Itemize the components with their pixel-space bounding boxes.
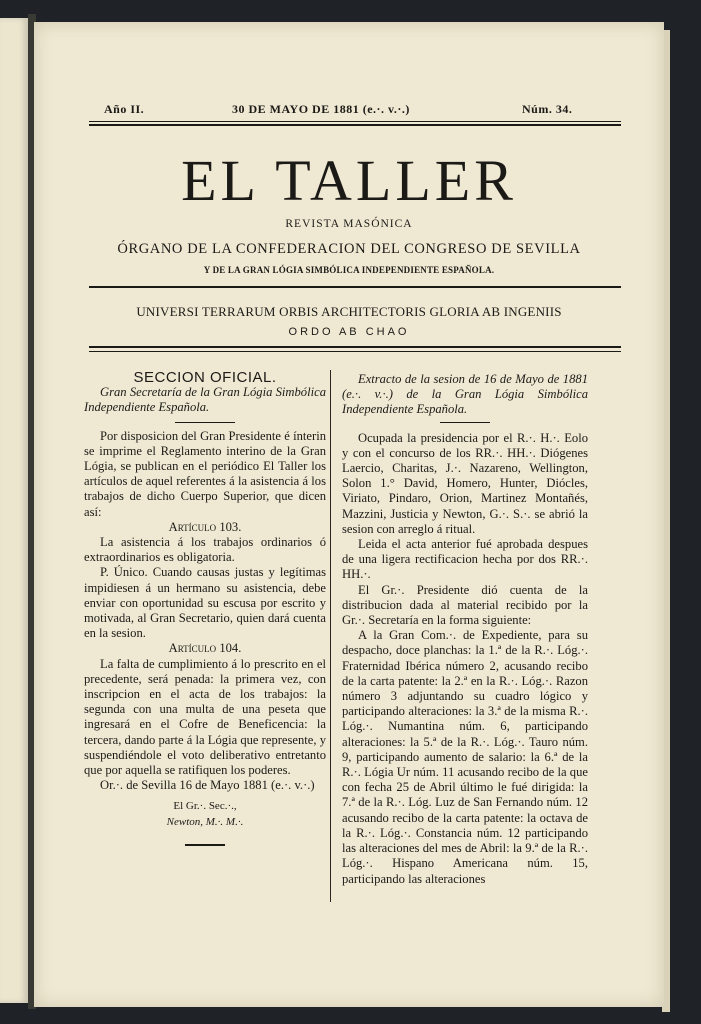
- paragraph-distribution: El Gr.·. Presidente dió cuenta de la distribucion dada al material recibido por la Gr.·. Secretaría en la forma siguiente:: [342, 582, 588, 628]
- header-rule-thick: [89, 124, 621, 126]
- issue-date: 30 DE MAYO DE 1881 (e.·. v.·.): [232, 102, 410, 116]
- paragraph-commission: A la Gran Com.·. de Expediente, para su despacho, doce planchas: la 1.ª de la R.·. Lóg.·. Fraternidad Ibérica número 2, acusando recibo de la carta patente: la 2.ª en la R.·. Lóg.·. Razon número 3 adjuntando su cuadro lógico y participando alteraciones: la 3.ª de la misma R.·. Lóg.·. Numantina núm. 6, participando alteraciones: la 5.ª de la R.·. Lóg.·. Tauro núm. 9, participando aumento de salario: la 6.ª de la R.·. Lógia Ur núm. 11 acusando recibo de la que con fecha 25 de Abril último le fué dirigida: la 7.ª de la R.·. Lóg. Luz de San Fernando núm. 12 acusando recibo de la carta patente: la octava de la R.·. Lóg.·. Constancia núm. 12 participando las alteraciones del mes de Abril: la 9.ª de la R.·. Lóg.·. Hispano Americana núm. 15, participando las alteraciones: [342, 628, 588, 886]
- masthead-title: EL TALLER: [181, 148, 517, 213]
- motto-rule-thick: [89, 346, 621, 348]
- paragraph-article-104: La falta de cumplimiento á lo prescrito en el precedente, será penada: la primera vez, con inscripcion en el acta de los trabajos: la segunda con una multa de una peseta que ingresará en el Cofre de Beneficencia: la tercera, dando parte á la Lógia que represente, y suspendiéndole el voto deliberativo entretanto que por aquella se ratifiquen los poderes.: [84, 656, 326, 778]
- facing-page-edge: [0, 18, 30, 1003]
- signature-name: Newton, M.·. M.·.: [166, 815, 244, 828]
- left-column: [84, 370, 326, 846]
- paragraph-minutes: Leida el acta anterior fué aprobada despues de una ligera rectificacion hecha por dos RR.·. HH.·.: [342, 537, 588, 582]
- short-rule-right: [440, 422, 490, 423]
- article-104-heading: Artículo 104.: [168, 641, 242, 656]
- header-rule-thin: [89, 121, 621, 122]
- masthead-organ-secondary: Y DE LA GRAN LÓGIA SIMBÓLICA INDEPENDIENTE ESPAÑOLA.: [203, 265, 495, 275]
- issue-number: Núm. 34.: [522, 102, 573, 116]
- right-column: [342, 372, 588, 887]
- paragraph-article-103: La asistencia á los trabajos ordinarios ó extraordinarios es obligatoria.: [84, 535, 326, 565]
- end-rule: [185, 844, 225, 846]
- motto: UNIVERSI TERRARUM ORBIS ARCHITECTORIS GLORIA AB INGENIIS: [136, 304, 562, 319]
- section-title: SECCION OFICIAL.: [133, 369, 277, 386]
- signature-title: El Gr.·. Sec.·.,: [173, 800, 237, 813]
- secretary-heading: Gran Secretaría de la Gran Lógia Simbólica Independiente Española.: [84, 385, 326, 415]
- motto-secondary: ORDO AB CHAO: [288, 326, 410, 338]
- issue-year: Año II.: [104, 102, 145, 116]
- paragraph-presidency: Ocupada la presidencia por el R.·. H.·. Eolo y con el concurso de los RR.·. HH.·. Diógenes Laercio, Charitas, J.·. Nazareno, Wellington, Solon 1.° David, Homero, Hunter, Diócles, Viriato, Pindaro, Orion, Martinez Montañés, Mazzini, Justicia y Newton, G.·. S.·. se abrió la sesion con arreglo á ritual.: [342, 430, 588, 536]
- column-divider: [330, 370, 331, 902]
- paragraph-unico: P. Único. Cuando causas justas y legítimas impidiesen á un hermano su asistencia, debe enviar con oportunidad su escusa por escrito y motivada, al Gran Secretario, quien dará cuenta en la sesion.: [84, 565, 326, 641]
- short-rule: [175, 422, 235, 423]
- newspaper-page: [34, 22, 664, 1007]
- paragraph-dateline: Or.·. de Sevilla 16 de Mayo 1881 (e.·. v.·.): [100, 778, 315, 793]
- article-103-heading: Artículo 103.: [168, 519, 242, 534]
- masthead-subtitle: REVISTA MASÓNICA: [285, 218, 413, 230]
- masthead-organ: ÓRGANO DE LA CONFEDERACION DEL CONGRESO DE SEVILLA: [117, 241, 581, 257]
- session-heading: Extracto de la sesion de 16 de Mayo de 1881 (e.·. v.·.) de la Gran Lógia Simbólica Independiente Española.: [342, 372, 588, 417]
- paragraph-intro: Por disposicion del Gran Presidente é ínterin se imprime el Reglamento interino de la Gran Lógia, se publican en el periódico El Taller los artículos de aquel referentes á la asistencia á los trabajos de dicho Cuerpo Superior, que dicen así:: [84, 428, 326, 519]
- motto-rule-thin: [89, 351, 621, 352]
- masthead-rule: [89, 286, 621, 288]
